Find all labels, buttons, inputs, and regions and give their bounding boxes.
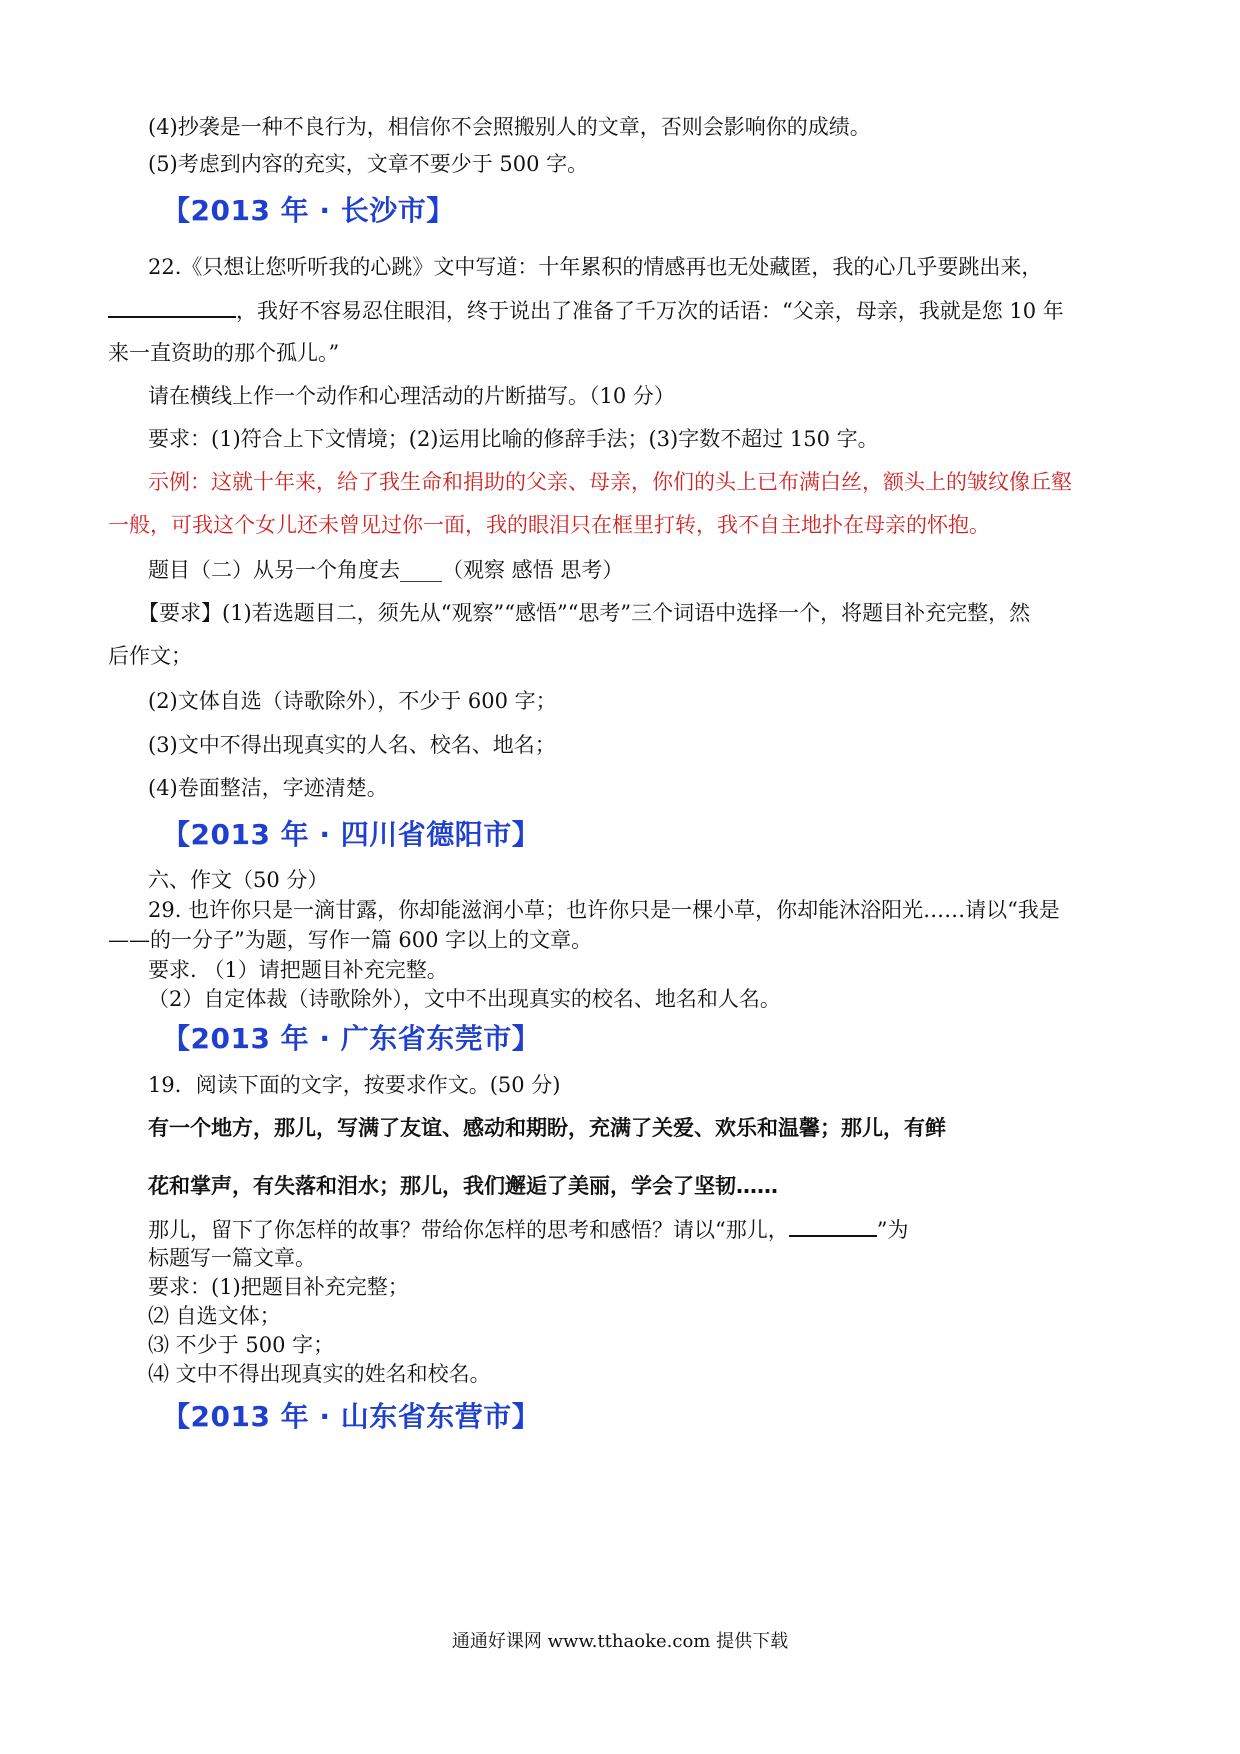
topic-two-requirement: (2)文体自选（诗歌除外），不少于 600 字；: [148, 689, 557, 713]
question-29-line: 29. 也许你只是一滴甘露，你却能滋润小草；也许你只是一棵小草，你却能沐浴阳光……请以“我是: [148, 898, 1060, 922]
example-answer: 示例：这就十年来，给了我生命和捐助的父亲、母亲，你们的头上已布满白丝，额头上的皱纹像丘壑: [148, 470, 1072, 494]
text-line: (5)考虑到内容的充实，文章不要少于 500 字。: [148, 152, 589, 176]
question-22-line: ，我好不容易忍住眼泪，终于说出了准备了千万次的话语：“父亲，母亲，我就是您 10 年: [108, 296, 1064, 325]
topic-two-requirement: (3)文中不得出现真实的人名、校名、地名；: [148, 733, 556, 757]
question-29-line: ——的一分子”为题，写作一篇 600 字以上的文章。: [108, 928, 593, 952]
page-footer: 通通好课网 www.tthaoke.com 提供下载: [451, 1631, 789, 1652]
question-29-requirement: 要求. （1）请把题目补充完整。: [148, 958, 448, 982]
question-22-requirement: 要求：(1)符合上下文情境；(2)运用比喻的修辞手法；(3)字数不超过 150 字。: [148, 427, 879, 451]
topic-two-requirement: (4)卷面整洁，字迹清楚。: [148, 776, 388, 800]
section-heading-changsha: 【2013 年 · 长沙市】: [162, 194, 455, 227]
question-22-line: 请在横线上作一个动作和心理活动的片断描写。（10 分）: [148, 384, 675, 408]
prompt-text: 花和掌声，有失落和泪水；那儿，我们邂逅了美丽，学会了坚韧……: [148, 1174, 778, 1198]
section-heading-deyang: 【2013 年 · 四川省德阳市】: [162, 818, 541, 851]
question-22-line: 22.《只想让您听听我的心跳》文中写道：十年累积的情感再也无处藏匿，我的心几乎要跳出来，: [148, 255, 1043, 279]
question-19-requirement: ⑵ 自选文体；: [148, 1304, 281, 1328]
topic-two-line: 题目（二）从另一个角度去____（观察 感悟 思考）: [148, 558, 624, 582]
question-19-line: 标题写一篇文章。: [148, 1246, 316, 1270]
topic-two-requirement: 【要求】(1)若选题目二，须先从“观察”“感悟”“思考”三个词语中选择一个，将题目补充完整，然: [138, 601, 1031, 625]
question-19-requirement: 要求：(1)把题目补充完整；: [148, 1275, 409, 1299]
question-19-requirement: ⑶ 不少于 500 字；: [148, 1333, 335, 1357]
section-heading-dongguan: 【2013 年 · 广东省东莞市】: [162, 1022, 541, 1055]
question-29-requirement: （2）自定体裁（诗歌除外），文中不出现真实的校名、地名和人名。: [148, 987, 781, 1011]
fill-blank: [789, 1215, 877, 1237]
question-22-line: 来一直资助的那个孤儿。”: [108, 341, 340, 365]
question-19-line: 19．阅读下面的文字，按要求作文。(50 分): [148, 1073, 561, 1097]
topic-two-requirement: 后作文；: [108, 644, 192, 668]
section-heading-dongying: 【2013 年 · 山东省东营市】: [162, 1400, 541, 1433]
text-line: (4)抄袭是一种不良行为，相信你不会照搬别人的文章，否则会影响你的成绩。: [148, 115, 871, 139]
question-19-requirement: ⑷ 文中不得出现真实的姓名和校名。: [148, 1362, 491, 1386]
fill-blank: [108, 296, 236, 318]
prompt-text: 有一个地方，那儿，写满了友谊、感动和期盼，充满了关爱、欢乐和温馨；那儿，有鲜: [148, 1116, 946, 1140]
text-line: 六、作文（50 分）: [148, 868, 329, 892]
question-19-line: 那儿，留下了你怎样的故事？带给你怎样的思考和感悟？请以“那儿， ”为: [148, 1215, 908, 1244]
example-answer: 一般，可我这个女儿还未曾见过你一面，我的眼泪只在框里打转，我不自主地扑在母亲的怀抱。: [108, 513, 990, 537]
